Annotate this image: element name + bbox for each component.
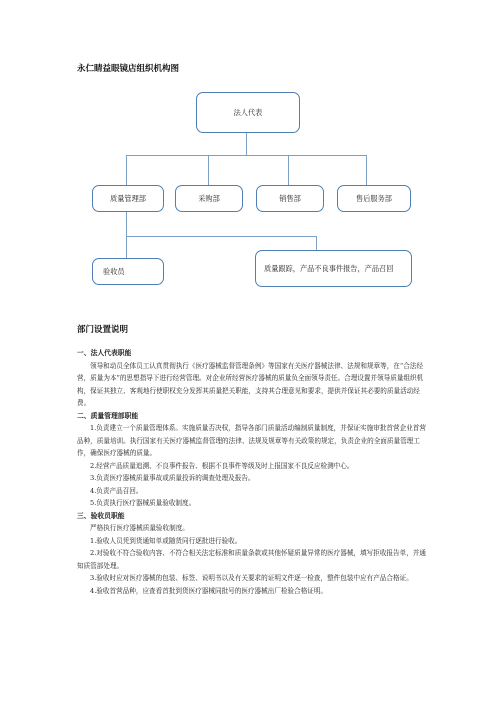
sub-bus [126,236,316,237]
section-heading: 三、验收员职能 [77,511,125,520]
org-box-quality-tracking: 质量跟踪，产品不良事件报告，产品召回 [255,250,412,287]
sub-connector-2 [316,236,317,250]
sub-connector-1 [126,236,127,258]
org-box-purchasing: 采购部 [175,185,243,212]
org-box-sales: 销售部 [256,185,324,212]
org-box-quality: 质量管理部 [92,185,164,212]
paragraph: 1.负责建立一个质量管理体系。实施质量否决权，指导各部门质量活动编制质量制度，并保证实施审批首营企业首营品种，质量培训。执行国家有关医疗器械监督管理的法律、法规及规章等有关政策的规定，负责企业的全面质量管理工作，确保医疗器械的质量。 [77,424,426,457]
section-heading: 二、质量管理部职能 [77,411,139,420]
paragraph: 4.验收首营品种，应查看首批到货医疗器械同批号的医疗器械出厂检验合格证明。 [90,586,328,595]
root-connector [246,133,247,155]
org-chart [0,0,500,320]
paragraph: 1.验收人员凭到货通知单或随货同行逐批进行验收。 [90,536,242,545]
dept-connector-3 [288,155,289,185]
department-description [77,347,429,597]
dept-connector-2 [208,155,209,185]
paragraph: 5.负责执行医疗器械质量验收制度。 [90,499,196,507]
section-title: 部门设置说明 [77,325,129,335]
paragraph: 3.验收时应对医疗器械的包装、标签、说明书以及有关要求的证明文件逐一检查，整件包装中应有产品合格证。 [90,574,413,582]
paragraph: 3.负责医疗器械质量事故或质量投诉的调查处理及报告。 [90,474,255,482]
page-title: 永仁睛益眼镜店组织机构图 [77,64,180,74]
paragraph: 2.对验收不符合验收内容、不符合相关法定标准和质量条款或其他怀疑质量异常的医疗器械，填写拒收报告单，并通知质管部处理。 [77,549,426,570]
org-box-after-sales: 售后服务部 [337,185,411,212]
dept-connector-1 [126,155,127,185]
org-box-inspector: 验收员 [92,258,164,285]
dept-connector-4 [366,155,367,185]
sub-connector [126,212,127,236]
paragraph: 2.经营产品质量追溯、不良事件报告、根据不良事件等级及时上报国家不良反应检测中心。 [90,461,354,470]
paragraph: 严格执行医疗器械质量验收制度。 [90,524,189,532]
section-heading: 一、法人代表职能 [77,349,132,357]
dept-bus [126,155,366,156]
paragraph: 4.负责产品召回。 [90,486,143,495]
org-box-root: 法人代表 [196,92,300,133]
paragraph: 领导和动员全体员工认真贯彻执行《医疗器械监督管理条例》等国家有关医疗器械法律、法规和规章等，在“合法经营，质量为本”的思想指导下进行经营管理。对企业所经营医疗器械的质量负全面领导责任。合理设置并领导质量组织机构，保证其独立、客观地行使职权充分发挥其质量把关职能，支持其合理意见和要求，提供并保证其必要的质量活动经费。 [77,361,424,407]
